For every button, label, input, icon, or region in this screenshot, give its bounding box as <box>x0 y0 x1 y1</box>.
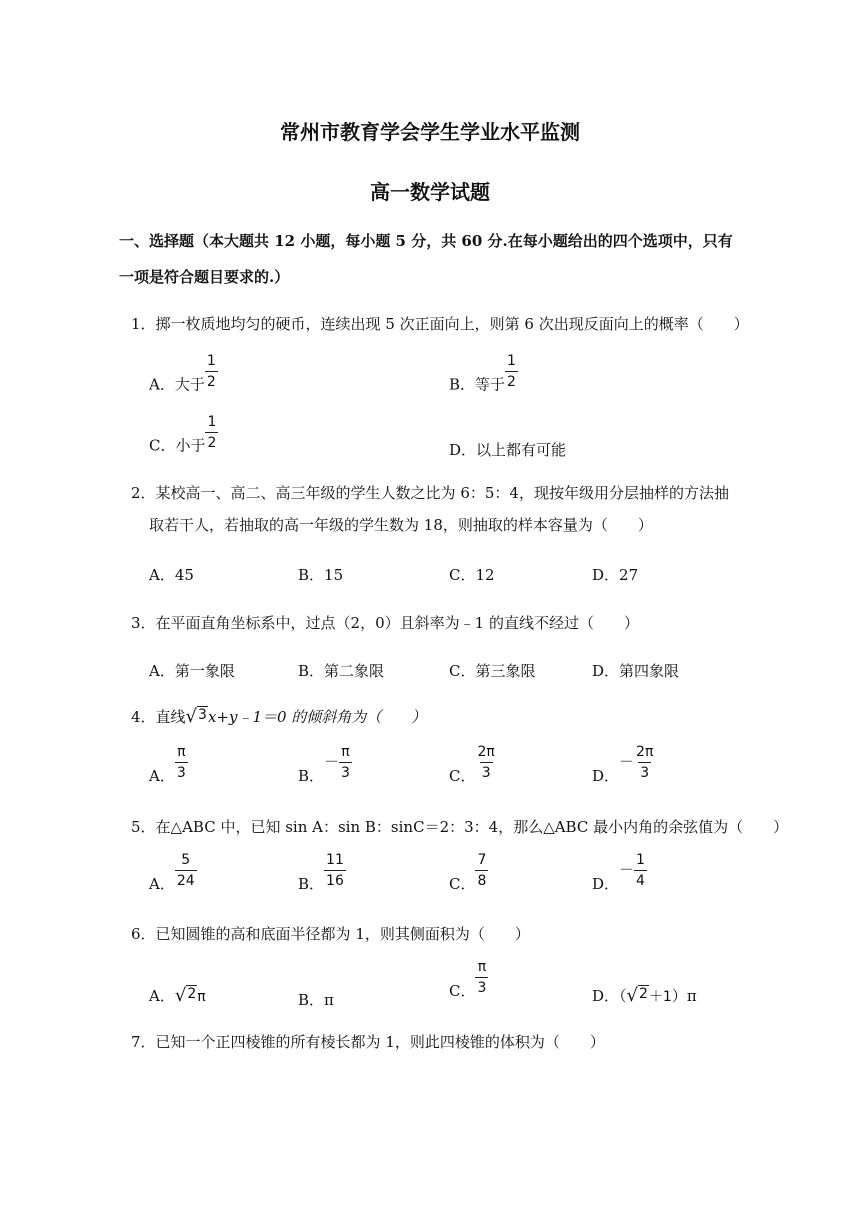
question-4: 4．直线 √ 3 x+y﹣1＝0 的倾斜角为（ ） <box>131 706 427 727</box>
exam-subtitle: 高一数学试题 <box>370 180 490 204</box>
sqrt-symbol: √ 2 <box>626 985 648 1006</box>
fraction: $\frac{2\pi}{3}$ <box>477 744 495 781</box>
sqrt-symbol: √ 3 <box>185 706 207 727</box>
q5-option-c: C． $\frac{7}{8}$ <box>449 852 487 893</box>
q3-option-b: B．第二象限 <box>298 662 385 680</box>
fraction: $\frac{7}{8}$ <box>477 852 487 889</box>
q2-option-b: B．15 <box>298 566 344 584</box>
fraction: $\frac{1}{4}$ <box>636 852 645 889</box>
q1-option-c-label: C．小于 <box>149 436 206 455</box>
q3-option-c: C．第三象限 <box>449 662 536 680</box>
q2-option-d: D．27 <box>592 566 639 584</box>
fraction: $\frac{\pi}{3}$ <box>477 959 487 996</box>
q2-option-a: A．45 <box>149 566 194 584</box>
q6-option-b: B．π <box>298 991 334 1009</box>
exam-title: 常州市教育学会学生学业水平监测 <box>280 120 580 144</box>
question-6: 6．已知圆锥的高和底面半径都为 1，则其侧面积为（ ） <box>131 925 530 943</box>
q1-option-c <box>149 414 218 464</box>
q2-option-c: C．12 <box>449 566 495 584</box>
q4-option-d: D．－ $\frac{2\pi}{3}$ <box>592 744 654 785</box>
section-header-line2: 一项是符合题目要求的.） <box>119 268 290 286</box>
q5-option-a: A． $\frac{5}{24}$ <box>149 852 195 893</box>
fraction: $\frac{11}{16}$ <box>326 852 344 889</box>
q1-option-b-label: B．等于 <box>449 375 506 394</box>
q3-option-a: A．第一象限 <box>149 662 235 680</box>
q6-option-a: A． √ 2 π <box>149 985 206 1006</box>
fraction: $\frac{\pi}{3}$ <box>341 744 350 781</box>
question-5: 5．在△ABC 中，已知 sin A：sin B：sinC＝2：3：4，那么△ABC 最小内角的余弦值为（ ） <box>131 818 789 836</box>
fraction: $\frac{1}{2}$ <box>206 353 216 390</box>
q6-option-c: C． $\frac{\pi}{3}$ <box>449 959 487 1000</box>
q3-option-d: D．第四象限 <box>592 662 680 680</box>
fraction: $\frac{5}{24}$ <box>176 852 195 889</box>
fraction: $\frac{\pi}{3}$ <box>176 744 186 781</box>
question-3: 3．在平面直角坐标系中，过点（2，0）且斜率为﹣1 的直线不经过（ ） <box>131 614 639 632</box>
q1-option-d: D．以上都有可能 <box>449 441 567 459</box>
question-2-line1: 2．某校高一、高二、高三年级的学生人数之比为 6：5：4，现按年级用分层抽样的方法抽 <box>131 484 729 502</box>
fraction: $\frac{2\pi}{3}$ <box>636 744 654 781</box>
q1-option-a <box>149 353 218 403</box>
question-7: 7．已知一个正四棱锥的所有棱长都为 1，则此四棱锥的体积为（ ） <box>131 1033 605 1051</box>
question-2-line2: 取若干人，若抽取的高一年级的学生数为 18，则抽取的样本容量为（ ） <box>149 516 653 534</box>
fraction: $\frac{1}{2}$ <box>207 414 217 451</box>
q5-option-d: D．－ $\frac{1}{4}$ <box>592 852 645 893</box>
q6-option-d: D．（ √ 2 ＋1）π <box>592 985 697 1006</box>
question-1: 1．掷一枚质地均匀的硬币，连续出现 5 次正面向上，则第 6 次出现反面向上的概率（ ） <box>131 315 749 333</box>
q5-option-b: B． $\frac{11}{16}$ <box>298 852 344 893</box>
q4-option-b: B．－ $\frac{\pi}{3}$ <box>298 744 350 785</box>
sqrt-symbol: √ 2 <box>174 985 197 1006</box>
q1-option-a-label: A．大于 <box>149 375 205 394</box>
q4-option-c: C． $\frac{2\pi}{3}$ <box>449 744 495 785</box>
section-header-line1: 一、选择题（本大题共 12 小题，每小题 5 分，共 60 分.在每小题给出的四个选项中，只有 <box>119 232 733 250</box>
q1-option-b <box>449 353 518 403</box>
q4-option-a: A． $\frac{\pi}{3}$ <box>149 744 186 785</box>
fraction: $\frac{1}{2}$ <box>507 353 516 390</box>
